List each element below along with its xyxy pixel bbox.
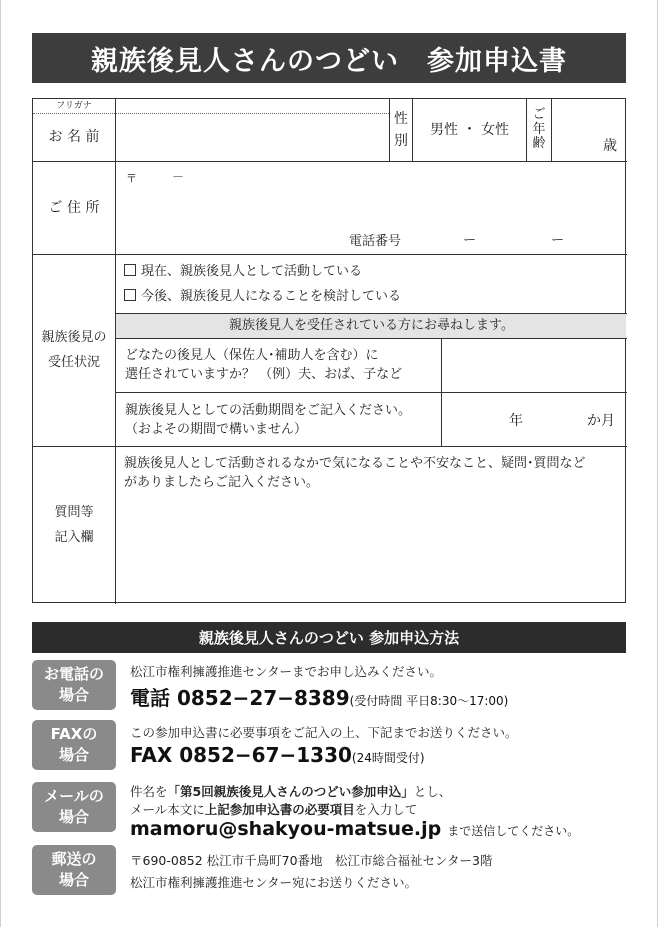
mail-line-1-post: とし、: [413, 784, 452, 799]
postal-dash: －: [172, 170, 185, 184]
mail-subject: 「第5回親族後見人さんのつどい参加申込」: [167, 784, 414, 799]
who-question-2: 選任されていますか？ （例）夫、おば、子など: [125, 366, 403, 382]
check-2-label: 今後、親族後見人になることを検討している: [141, 289, 402, 304]
fax-number-line: [130, 743, 425, 767]
gender-label-1: 性: [394, 110, 408, 127]
post-recipient: 松江市権利擁護推進センター宛にお送りください。: [130, 875, 418, 890]
mail-line-2-post: を入力して: [354, 802, 418, 817]
fax-hours: (24時間受付): [351, 751, 425, 765]
question-text-2: がありましたらご記入ください。: [124, 474, 320, 490]
name-field[interactable]: [116, 114, 389, 161]
gender-label-2: 別: [394, 133, 408, 149]
phone-instruction: 松江市権利擁護推進センターまでお申し込みください。: [130, 664, 443, 679]
check-1-label: 現在、親族後見人として活動している: [141, 264, 363, 279]
period-question-2: （およその期間で構いません）: [125, 421, 308, 437]
post-badge-line-2: 場合: [58, 871, 89, 889]
age-label-1: ご: [532, 106, 546, 122]
application-form: [32, 98, 626, 603]
status-option-future[interactable]: [124, 288, 401, 307]
status-label-2: 受任状況: [47, 354, 100, 370]
name-label: お 名 前: [48, 129, 100, 146]
who-field[interactable]: [442, 339, 627, 392]
mail-badge-line-2: 場合: [58, 808, 89, 826]
status-label-1: 親族後見の: [41, 329, 107, 345]
checkbox-current[interactable]: [124, 264, 136, 276]
mail-required-items: 上記参加申込書の必要項目: [204, 802, 355, 817]
furigana-label: フリガナ: [56, 101, 92, 111]
period-question-1: 親族後見人としての活動期間をご記入ください。: [125, 403, 412, 418]
who-question-1: どなたの後見人（保佐人･補助人を含む）に: [125, 348, 379, 363]
phone-hours: (受付時間 平日8:30〜17:00): [349, 694, 509, 708]
ask-header: 親族後見人を受任されている方にお尋ねします。: [229, 318, 514, 333]
mail-line-2-pre: メール本文に: [130, 802, 205, 817]
age-field[interactable]: [552, 99, 627, 161]
methods-header: 親族後見人さんのつどい 参加申込方法: [32, 622, 626, 653]
age-label-3: 齢: [532, 136, 546, 152]
post-badge: [32, 845, 116, 895]
phone-badge: [32, 660, 116, 710]
phone-dash-2: ー: [551, 233, 565, 248]
address-field[interactable]: [116, 162, 627, 254]
phone-label: 電話番号: [349, 234, 402, 249]
fax-badge-line-1: FAXの: [50, 725, 98, 743]
mail-address-line: [130, 818, 579, 840]
period-field[interactable]: [442, 393, 627, 446]
question-text-1: 親族後見人として活動されるなかで気になることや不安なこと、疑問･質問など: [124, 456, 586, 471]
mail-badge-line-1: メールの: [44, 787, 104, 805]
post-address: 〒690-0852 松江市千鳥町70番地 松江市総合福祉センター3階: [130, 853, 493, 868]
mail-instruction-2: [130, 800, 417, 818]
mail-line-1-pre: 件名を: [130, 784, 168, 799]
age-unit: 歳: [603, 138, 617, 154]
question-label-1: 質問等: [54, 504, 94, 520]
mail-address[interactable]: mamoru@shakyou-matsue.jp: [130, 818, 442, 840]
mail-badge: [32, 782, 116, 832]
gender-options[interactable]: 男性 ・ 女性: [430, 121, 509, 138]
page-edge-left: [0, 0, 1, 927]
fax-number[interactable]: FAX 0852−67−1330: [130, 743, 352, 767]
mail-instruction-1: [130, 782, 451, 800]
phone-dash-1: ー: [463, 233, 477, 248]
checkbox-future[interactable]: [124, 289, 136, 301]
status-option-current[interactable]: [124, 263, 362, 282]
document-title: 親族後見人さんのつどい 参加申込書: [32, 33, 626, 83]
fax-badge-line-2: 場合: [58, 746, 89, 764]
phone-number[interactable]: 電話 0852−27−8389: [130, 686, 350, 710]
phone-number-line: [130, 682, 508, 711]
month-unit: か月: [587, 413, 615, 429]
age-label-2: 年: [532, 121, 546, 137]
fax-badge: [32, 720, 116, 770]
mail-note: まで送信してください。: [447, 824, 580, 838]
phone-badge-line-2: 場合: [58, 686, 89, 704]
fax-instruction: この参加申込書に必要事項をご記入の上、下記までお送りください。: [130, 725, 518, 740]
postal-mark: 〒: [126, 172, 137, 185]
question-label-2: 記入欄: [54, 529, 94, 545]
phone-badge-line-1: お電話の: [43, 665, 104, 683]
post-badge-line-1: 郵送の: [51, 850, 97, 868]
year-unit: 年: [509, 413, 523, 429]
furigana-field[interactable]: [116, 99, 389, 113]
question-field[interactable]: [116, 494, 627, 602]
address-label: ご 住 所: [48, 199, 100, 216]
